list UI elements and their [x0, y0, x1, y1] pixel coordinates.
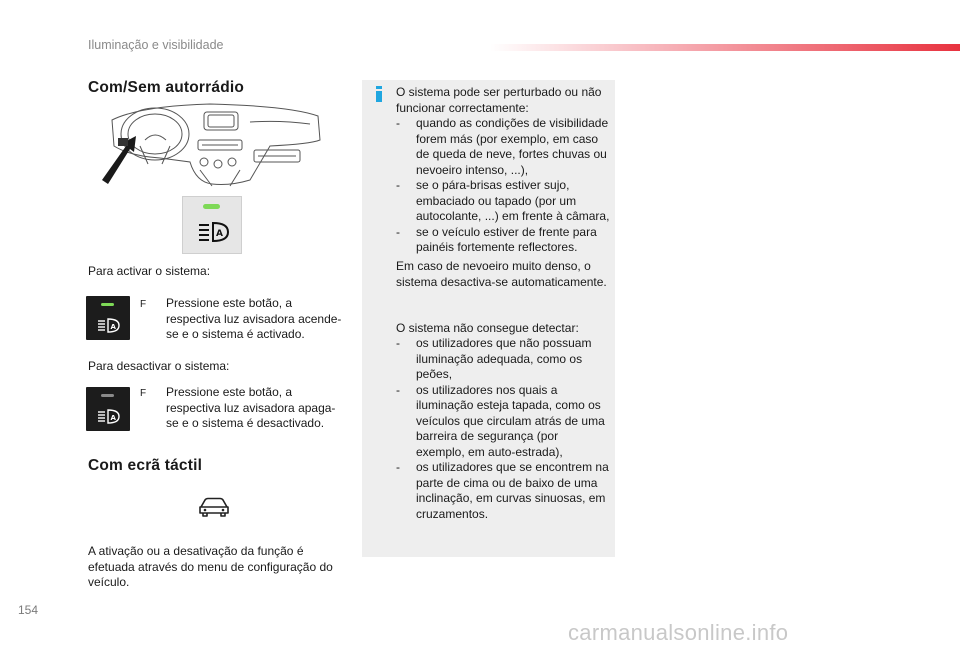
dashboard-illustration [100, 100, 322, 188]
bullet-arrow-icon: F [140, 299, 147, 310]
list-item: - se o pára-brisas estiver sujo, embaciado ou tapado (por um autocolante, ...) em frente à câmara, [396, 178, 610, 223]
section-header-title: Iluminação e visibilidade [88, 38, 224, 52]
info-icon [374, 86, 384, 102]
info-closing: Em caso de nevoeiro muito denso, o sistema desactiva-se automaticamente. [396, 259, 607, 289]
activate-step [140, 296, 345, 343]
svg-text:A: A [110, 414, 116, 422]
headlamp-button-illustration [182, 196, 242, 254]
indicator-tile-gray [86, 387, 130, 431]
activate-step-text: Pressione este botão, a respectiva luz avisadora acende-se e o sistema é activado. [166, 296, 342, 341]
info-list-1 [396, 116, 610, 256]
deactivate-step-text: Pressione este botão, a respectiva luz avisadora apaga-se e o sistema é desactivado. [166, 385, 336, 430]
page-number: 154 [18, 603, 39, 617]
svg-text:A: A [110, 323, 116, 331]
indicator-tile-green [86, 296, 130, 340]
list-item: - os utilizadores que não possuam iluminação adequada, como os peões, [396, 336, 592, 381]
section-title-touchscreen: Com ecrã táctil [88, 457, 203, 474]
list-item: - se o veículo estiver de frente para painéis fortemente reflectores. [396, 224, 597, 254]
watermark: carmanualsonline.info [568, 620, 789, 645]
list-item: - os utilizadores nos quais a iluminação esteja tapada, como os veículos que circulam atrás de uma barreira de segurança (por exemplo, em auto-estrada), [396, 382, 605, 459]
list-item: - os utilizadores que se encontrem na parte de cima ou de baixo de uma inclinação, em curvas sinuosas, em cruzamentos. [396, 460, 609, 521]
activate-intro: Para activar o sistema: [88, 264, 211, 278]
list-item: - quando as condições de visibilidade forem más (por exemplo, em caso de queda de neve, fortes chuvas ou nevoeiro intenso, ...), [396, 116, 609, 177]
info-list-2 [396, 336, 610, 522]
section-title-autoradio: Com/Sem autorrádio [88, 79, 245, 96]
info-intro-2: O sistema não consegue detectar: [396, 321, 579, 335]
bullet-arrow-icon: F [140, 388, 147, 399]
car-icon [198, 496, 230, 518]
info-intro: O sistema pode ser perturbado ou não funcionar correctamente: [396, 85, 602, 115]
svg-text:A: A [216, 229, 223, 239]
deactivate-step [140, 385, 345, 432]
touchscreen-text: A ativação ou a desativação da função é efetuada através do menu de configuração do veículo. [88, 544, 333, 589]
header-accent-line [490, 44, 960, 51]
deactivate-intro: Para desactivar o sistema: [88, 359, 230, 373]
